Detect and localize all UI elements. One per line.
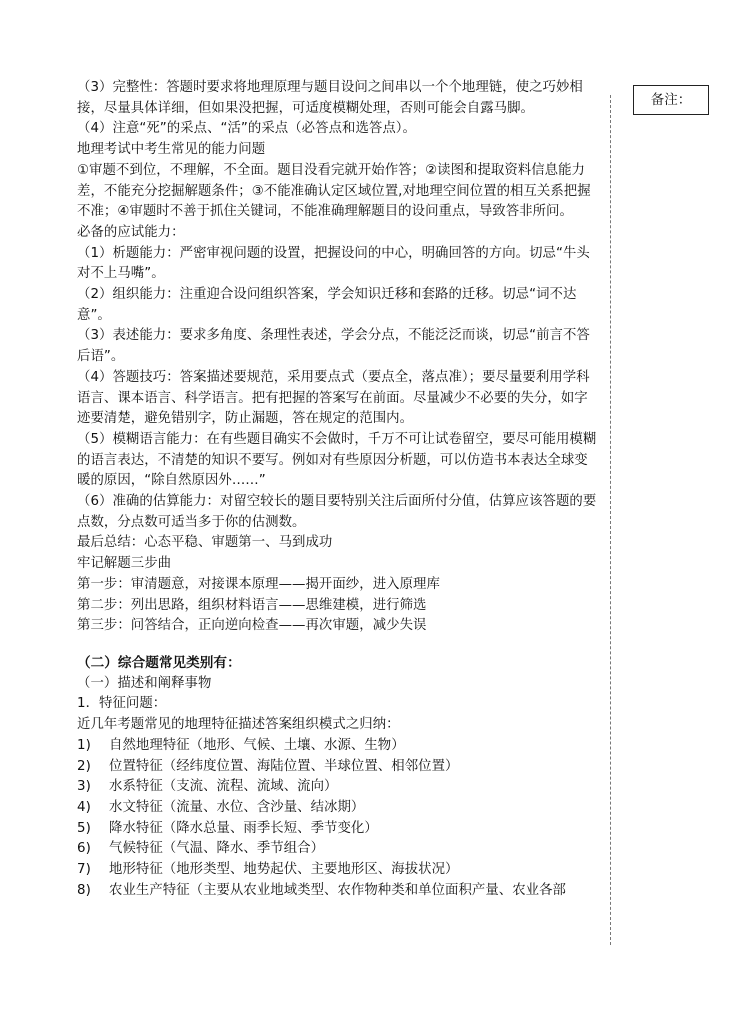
paragraph-three-steps-heading: 牢记解题三步曲 <box>77 556 172 572</box>
list-item <box>77 736 597 757</box>
paragraph-expression-ability: （3）表述能力：要求多角度、条理性表述，学会分点，不能泛泛而谈，切忌“前言不答后语”。 <box>77 328 590 365</box>
paragraph-organization-ability: （2）组织能力：注重迎合设问组织答案，学会知识迁移和套路的迁移。切忌“词不达意”。 <box>77 287 577 323</box>
list-item <box>77 757 597 778</box>
list-number: 1) <box>77 737 91 753</box>
list-number: 6) <box>77 841 91 857</box>
paragraph-analysis-ability: （1）析题能力：严密审视问题的设置，把握设问的中心，明确回答的方向。切忌“牛头对不上马嘴”。 <box>77 245 590 282</box>
paragraph-estimation: （6）准确的估算能力：对留空较长的题目要特别关注后面所付分值，估算应该答题的要点数，分点数可适当多于你的估测数。 <box>77 494 597 530</box>
list-number: 2) <box>77 758 91 774</box>
list-number: 4) <box>77 799 91 815</box>
margin-divider <box>610 95 611 945</box>
list-text: 自然地理特征（地形、气候、土壤、水源、生物） <box>109 737 405 753</box>
subsection-title: （一）描述和阐释事物 <box>77 675 212 691</box>
section-title: （二）综合题常见类别有： <box>77 654 241 671</box>
list-text: 农业生产特征（主要从农业地域类型、农作物种类和单位面积产量、农业各部 <box>109 882 566 898</box>
paragraph-answer-skills: （4）答题技巧：答案描述要规范，采用要点式（要点全，落点准）；要尽量要利用学科语言、课本语言、科学语言。把有把握的答案写在前面。尽量减少不必要的失分，如字迹要清楚，避免错别字，防止漏题，答在规定的范围内。 <box>77 369 590 427</box>
list-item <box>77 798 597 819</box>
note-label: 备注： <box>650 92 692 108</box>
list-number: 7) <box>77 862 91 878</box>
list-number: 5) <box>77 820 91 836</box>
section-gap <box>77 637 597 653</box>
list-text: 水系特征（支流、流程、流域、流向） <box>109 779 338 795</box>
paragraph-completeness: （3）完整性：答题时要求将地理原理与题目设问之间串以一个个地理链，使之巧妙相接，尽量具体详细，但如果没把握，可适度模糊处理，否则可能会自露马脚。 <box>77 80 583 116</box>
list-text: 降水特征（降水总量、雨季长短、季节变化） <box>109 820 378 836</box>
paragraph-summary: 最后总结：心态平稳、审题第一、马到成功 <box>77 535 333 551</box>
list-number: 3) <box>77 779 91 795</box>
paragraph-required-abilities-heading: 必备的应试能力： <box>77 224 185 240</box>
list-item <box>77 881 597 902</box>
list-item <box>77 839 597 860</box>
list-text: 气候特征（气温、降水、季节组合） <box>109 841 325 857</box>
note-box <box>633 85 709 115</box>
list-text: 水文特征（流量、水位、含沙量、结冰期） <box>109 799 365 815</box>
list-number: 8) <box>77 882 91 898</box>
paragraph-scoring-points: （4）注意“死”的采点、“活”的采点（必答点和选答点）。 <box>77 121 416 137</box>
list-text: 地形特征（地形类型、地势起伏、主要地形区、海拔状况） <box>109 862 459 878</box>
list-item <box>77 819 597 840</box>
paragraph-step-two: 第二步：列出思路，组织材料语言——思维建模，进行筛选 <box>77 597 427 613</box>
item-heading: 1．特征问题： <box>77 696 167 712</box>
list-text: 位置特征（经纬度位置、海陆位置、半球位置、相邻位置） <box>109 758 459 774</box>
paragraph-ability-problems-heading: 地理考试中考生常见的能力问题 <box>77 142 266 158</box>
paragraph-step-three: 第三步：问答结合，正向逆向检查——再次审题，减少失误 <box>77 618 427 634</box>
list-item <box>77 860 597 881</box>
paragraph-step-one: 第一步：审清题意，对接课本原理——揭开面纱，进入原理库 <box>77 576 440 592</box>
paragraph-ability-problems: ①审题不到位，不理解，不全面。题目没看完就开始作答；②读图和提取资料信息能力差，不能充分挖掘解题条件；③不能准确认定区域位置,对地理空间位置的相互关系把握不准；④审题时不善于抓住关键词，不能准确理解题目的设问重点，导致答非所问。 <box>77 162 591 220</box>
list-item <box>77 777 597 798</box>
features-intro: 近几年考题常见的地理特征描述答案组织模式之归纳： <box>77 717 400 733</box>
document-body <box>77 78 597 901</box>
paragraph-vague-language: （5）模糊语言能力：在有些题目确实不会做时，千万不可让试卷留空，要尽可能用模糊的语言表达，不清楚的知识不要写。例如对有些原因分析题，可以仿造书本表达全球变暖的原因，“除自然原因外……” <box>77 431 597 489</box>
